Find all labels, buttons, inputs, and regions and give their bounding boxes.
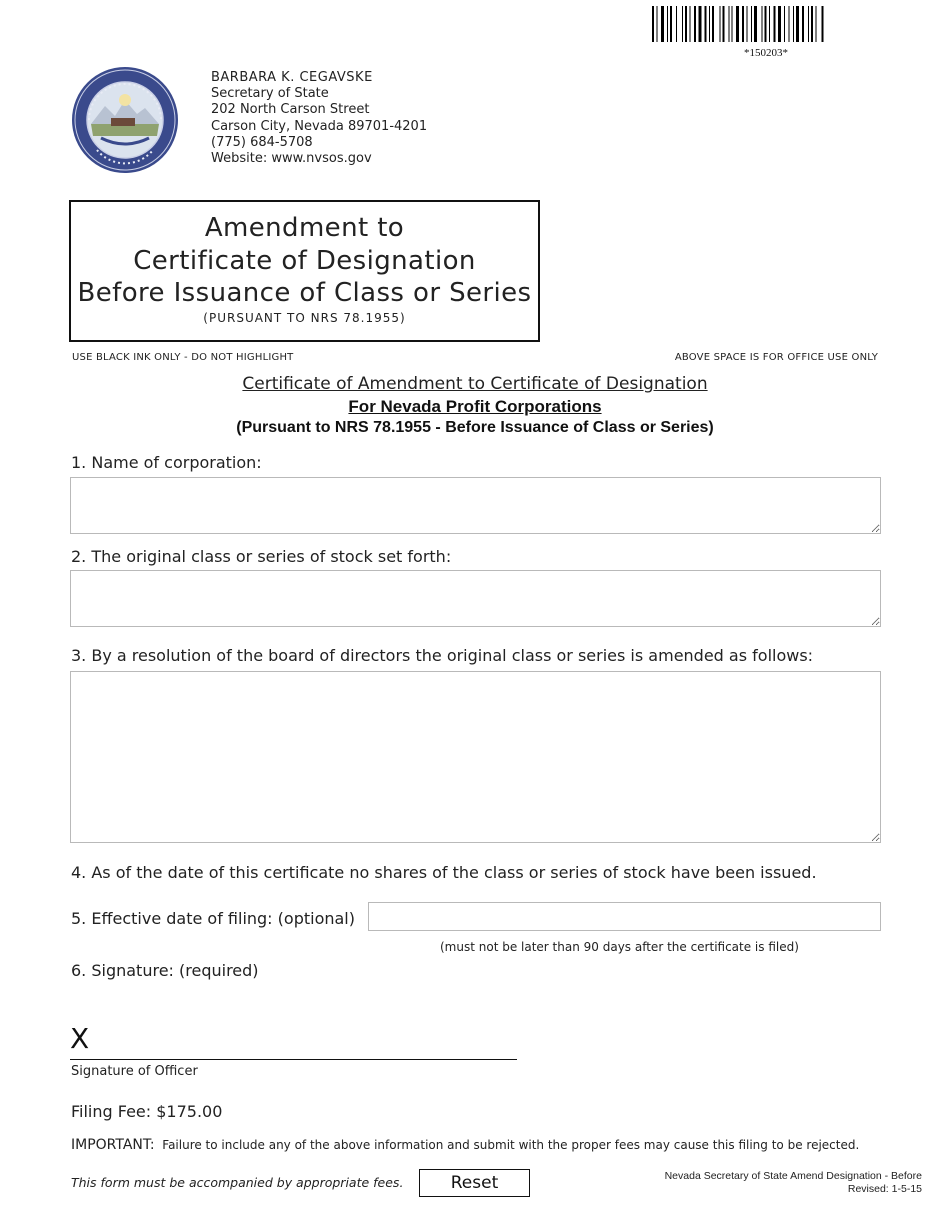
barcode — [652, 6, 880, 42]
certificate-heading: Certificate of Amendment to Certificate of Designation — [242, 374, 708, 394]
street-address: 202 North Carson Street — [211, 102, 370, 118]
important-text: Failure to include any of the above information and submit with the proper fees may cause this filing to be rejected. — [162, 1138, 860, 1152]
phone-number: (775) 684-5708 — [211, 134, 313, 150]
barcode-number: *150203* — [744, 47, 788, 59]
signature-line[interactable] — [70, 1059, 517, 1060]
corporation-type-heading: For Nevada Profit Corporations — [348, 397, 602, 416]
original-class-field[interactable] — [70, 570, 881, 627]
signature-caption: Signature of Officer — [71, 1064, 198, 1079]
officer-name: BARBARA K. CEGAVSKE — [211, 70, 373, 85]
corporation-name-label: 1. Name of corporation: — [71, 453, 262, 472]
important-label: IMPORTANT: — [71, 1137, 155, 1153]
revision-date: Revised: 1-5-15 — [847, 1183, 922, 1195]
office-use-note: ABOVE SPACE IS FOR OFFICE USE ONLY — [674, 352, 878, 363]
filing-fee: Filing Fee: $175.00 — [71, 1102, 223, 1121]
corporation-name-field[interactable] — [70, 477, 881, 534]
no-shares-issued-statement: 4. As of the date of this certificate no shares of the class or series of stock have been issued. — [71, 863, 817, 882]
signature-label: 6. Signature: (required) — [71, 961, 259, 980]
nevada-state-seal — [71, 66, 179, 174]
effective-date-label: 5. Effective date of filing: (optional) — [71, 909, 355, 928]
office-address — [211, 70, 427, 167]
effective-date-field[interactable] — [368, 902, 881, 931]
signature-x-mark: X — [70, 1022, 90, 1055]
original-class-label: 2. The original class or series of stock set forth: — [71, 547, 452, 566]
form-title-subtitle: (PURSUANT TO NRS 78.1955) — [203, 310, 406, 325]
important-notice — [71, 1137, 859, 1153]
form-footer — [665, 1170, 922, 1196]
form-title-line-3: Before Issuance of Class or Series — [77, 278, 532, 308]
form-title-line-2: Certificate of Designation — [133, 245, 476, 276]
reset-button[interactable]: Reset — [419, 1169, 530, 1197]
effective-date-note: (must not be later than 90 days after the certificate is filed) — [440, 940, 799, 954]
form-name: Nevada Secretary of State Amend Designation - Before — [664, 1170, 922, 1182]
website: Website: www.nvsos.gov — [211, 151, 372, 167]
amendment-resolution-label: 3. By a resolution of the board of directors the original class or series is amended as follows: — [71, 646, 814, 665]
city-state-zip: Carson City, Nevada 89701-4201 — [211, 118, 428, 134]
fees-notice: This form must be accompanied by appropriate fees. — [71, 1175, 404, 1190]
form-title-box — [69, 200, 540, 342]
ink-instruction: USE BLACK INK ONLY - DO NOT HIGHLIGHT — [72, 352, 294, 363]
amendment-resolution-field[interactable] — [70, 671, 881, 843]
form-title-line-1: Amendment to — [204, 213, 405, 243]
statute-heading: (Pursuant to NRS 78.1955 - Before Issuance of Class or Series) — [236, 419, 714, 436]
officer-title: Secretary of State — [211, 86, 329, 102]
